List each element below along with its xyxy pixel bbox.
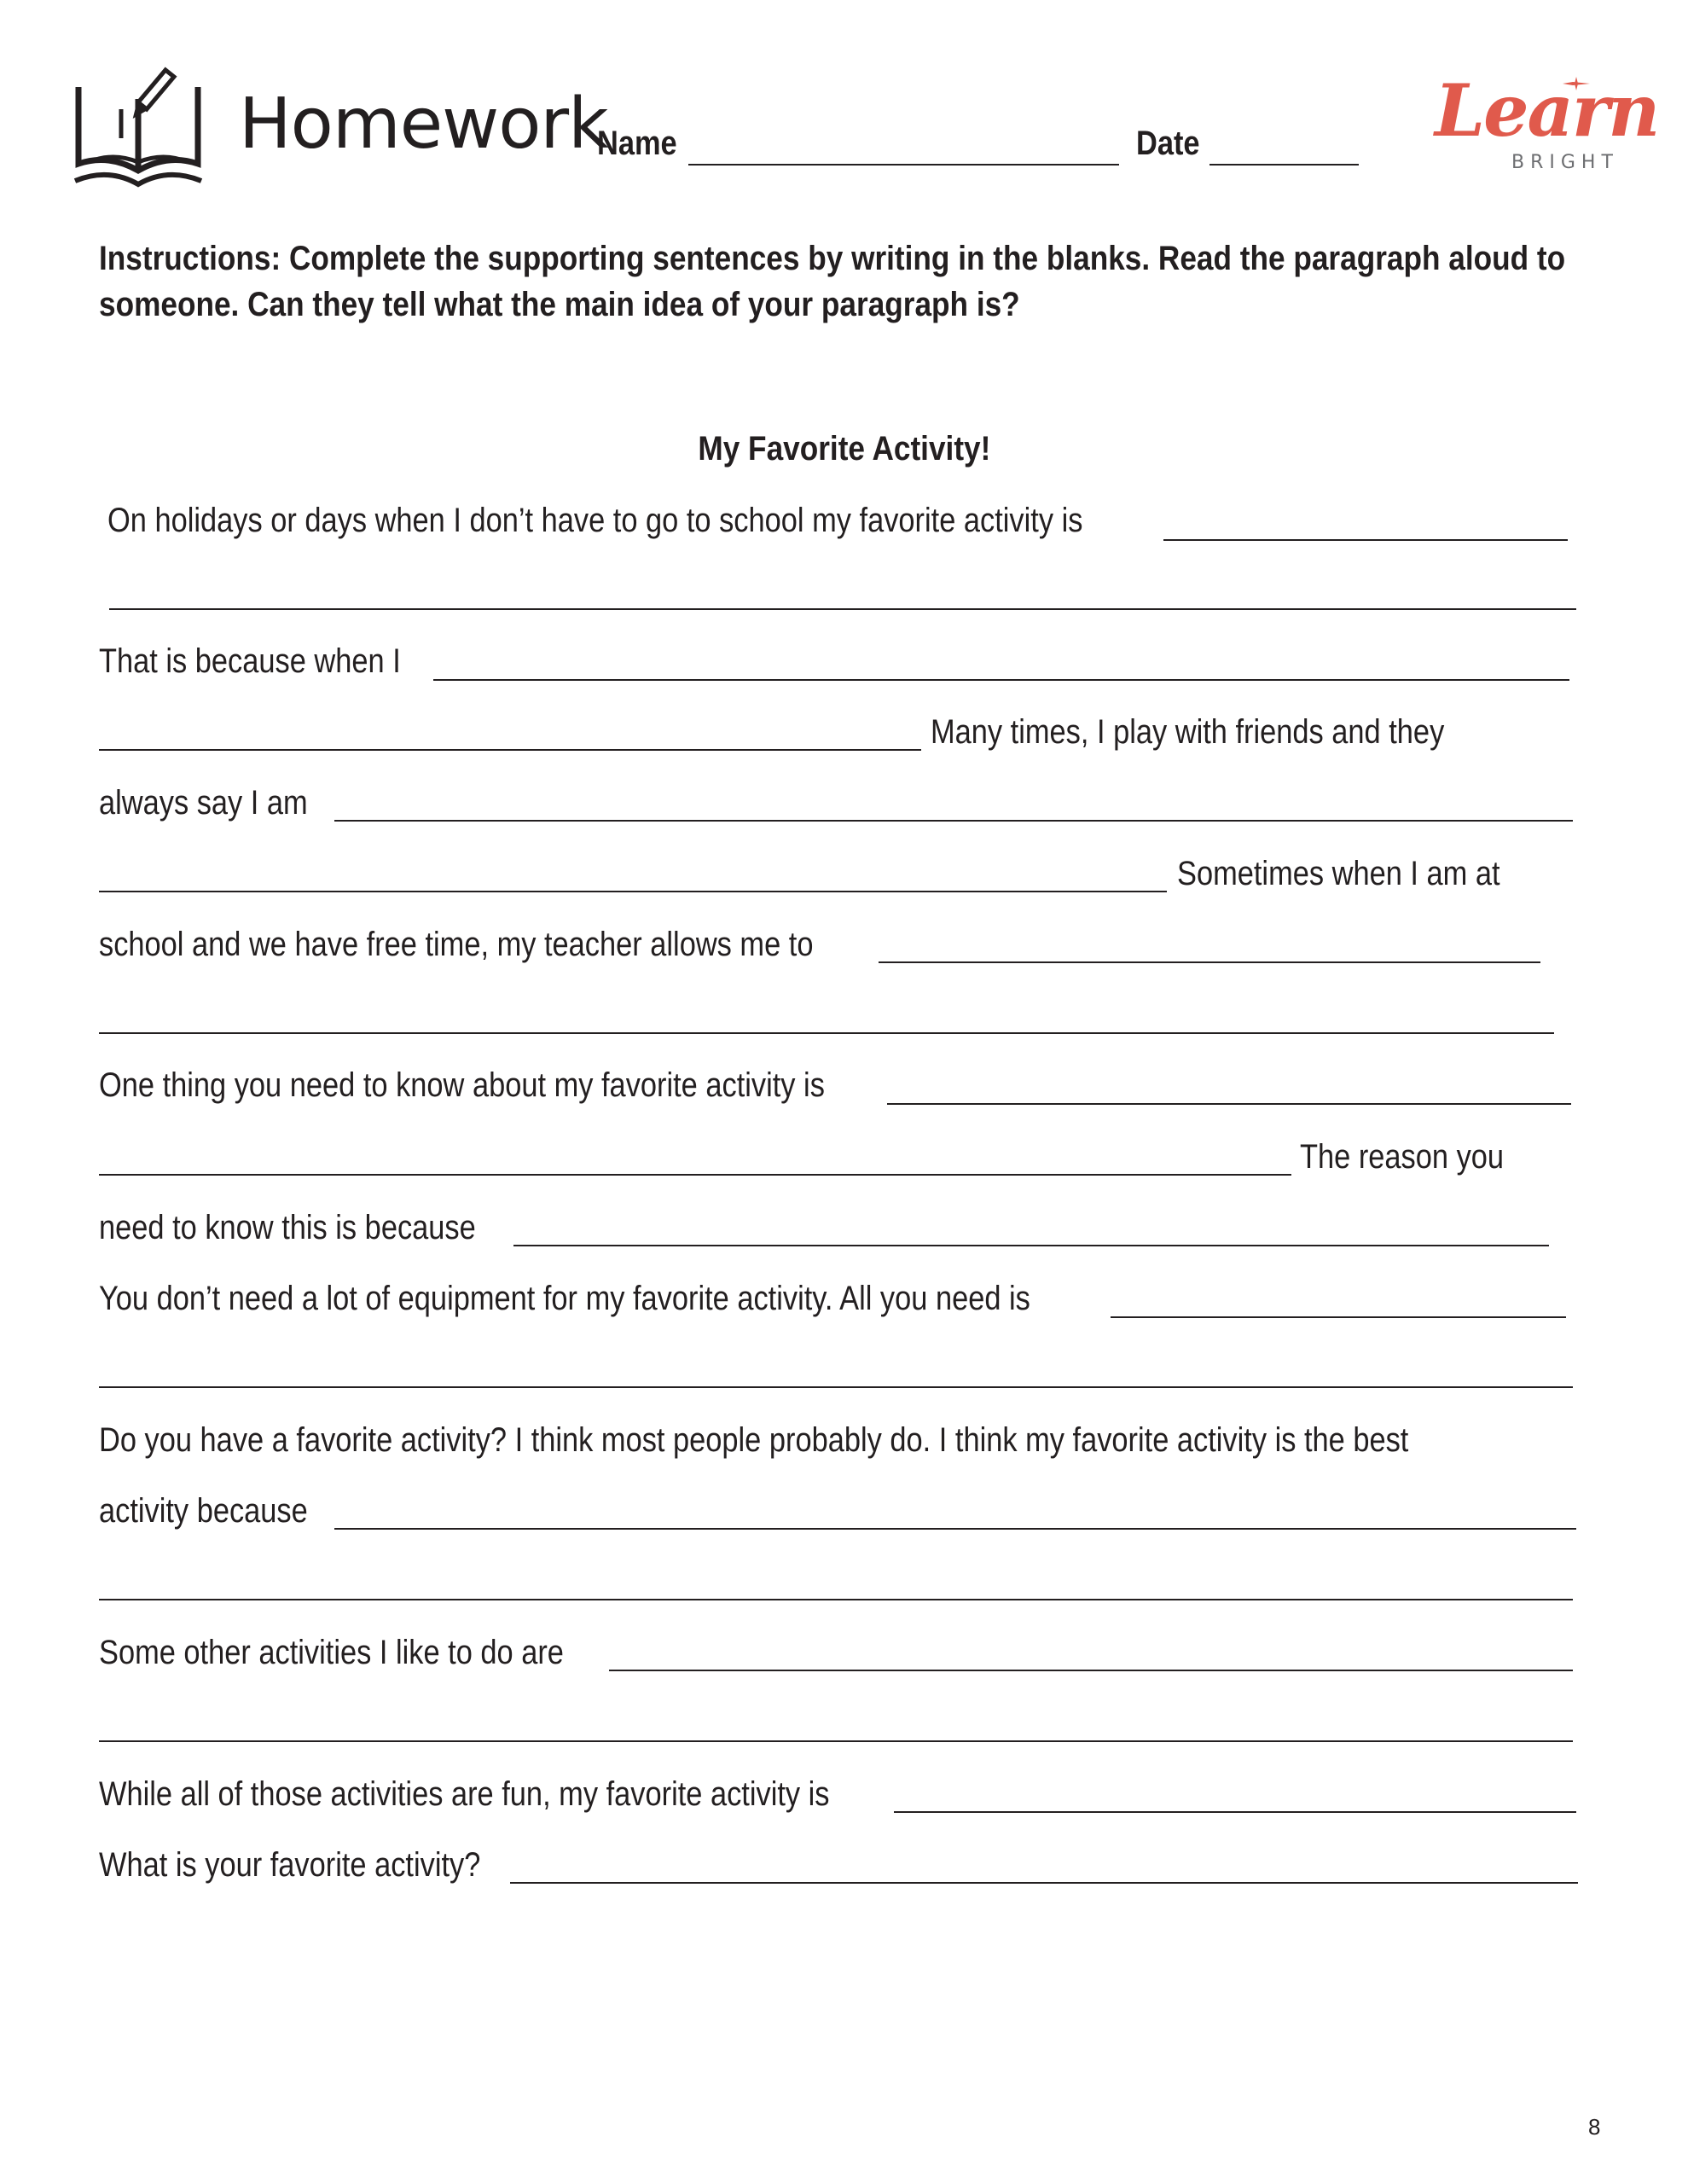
date-label: Date: [1136, 125, 1200, 162]
answer-blank[interactable]: [334, 820, 1573, 822]
answer-blank[interactable]: [99, 1599, 1573, 1600]
sentence-line: [0, 1423, 1688, 1466]
sentence-line: [0, 927, 1688, 970]
answer-blank[interactable]: [334, 1528, 1576, 1530]
logo-text: Learn: [1435, 68, 1659, 153]
sentence-text: You don’t need a lot of equipment for my favorite activity. All you need is: [99, 1280, 1030, 1317]
sentence-line: [0, 1848, 1688, 1891]
date-field[interactable]: [1209, 164, 1359, 166]
answer-blank[interactable]: [609, 1670, 1573, 1671]
page-number: 8: [1588, 2114, 1601, 2140]
answer-blank[interactable]: [510, 1882, 1578, 1884]
logo-subtext: BRIGHT: [1511, 152, 1619, 173]
answer-blank[interactable]: [887, 1103, 1571, 1105]
sentence-line: [0, 715, 1688, 758]
activity-title: [0, 432, 1688, 466]
sentence-text: Some other activities I like to do are: [99, 1634, 564, 1671]
answer-blank[interactable]: [99, 1032, 1554, 1034]
sentence-text: What is your favorite activity?: [99, 1846, 481, 1884]
sentence-text: need to know this is because: [99, 1209, 476, 1246]
sentence-text: Many times, I play with friends and they: [931, 713, 1445, 751]
answer-blank[interactable]: [99, 1386, 1573, 1388]
name-label: Name: [597, 125, 677, 162]
name-field[interactable]: [688, 164, 1119, 166]
answer-blank[interactable]: [99, 1740, 1573, 1742]
page-title: Homework: [239, 84, 608, 165]
sentence-line: [0, 786, 1688, 828]
sentence-line: [0, 1635, 1688, 1678]
sentence-text: school and we have free time, my teacher allows me to: [99, 926, 814, 963]
answer-blank[interactable]: [894, 1811, 1576, 1813]
sentence-line: [0, 1140, 1688, 1182]
answer-blank[interactable]: [1163, 539, 1568, 541]
sentence-text: The reason you: [1300, 1138, 1505, 1176]
book-pencil-icon: [70, 61, 206, 189]
answer-blank[interactable]: [1111, 1316, 1566, 1318]
activity-title-text: My Favorite Activity!: [698, 430, 990, 468]
sentence-text: Do you have a favorite activity? I think most people probably do. I think my favorite activity is the best: [99, 1421, 1409, 1459]
sentence-text: While all of those activities are fun, my favorite activity is: [99, 1775, 830, 1813]
answer-blank[interactable]: [109, 608, 1576, 610]
sentence-text: That is because when I: [99, 642, 401, 680]
sentence-text: activity because: [99, 1492, 308, 1530]
sentence-text: always say I am: [99, 784, 308, 822]
sentence-text: Sometimes when I am at: [1177, 855, 1500, 892]
sentence-text: One thing you need to know about my favorite activity is: [99, 1066, 825, 1104]
instructions: Instructions: Complete the supporting sentences by writing in the blanks. Read the paragraph aloud to someone. Can they tell what the main idea of your paragraph is?: [99, 240, 1566, 323]
sentence-line: [0, 1211, 1688, 1253]
sentence-line: [0, 857, 1688, 899]
sentence-line: [0, 1494, 1688, 1536]
answer-blank[interactable]: [433, 679, 1569, 681]
answer-blank[interactable]: [879, 961, 1540, 963]
sentence-text: On holidays or days when I don’t have to go to school my favorite activity is: [107, 502, 1083, 539]
sentence-line: [0, 1777, 1688, 1820]
answer-blank[interactable]: [513, 1245, 1549, 1246]
learn-bright-logo: [1416, 68, 1659, 182]
